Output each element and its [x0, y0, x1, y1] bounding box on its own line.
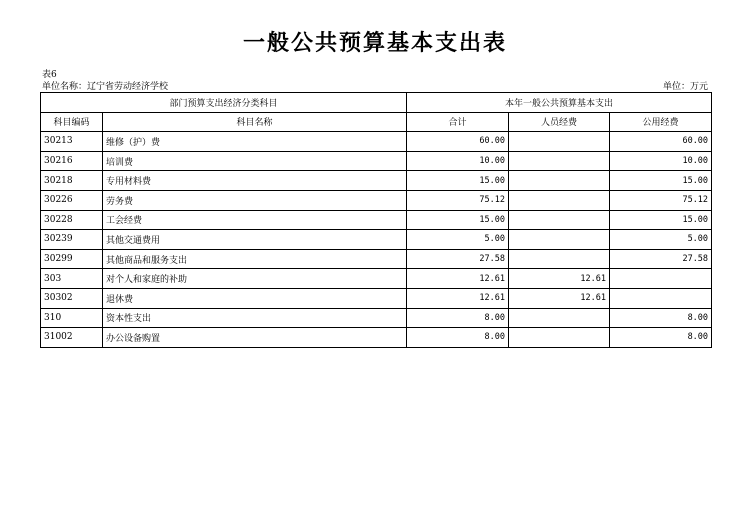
cell-name: 维修（护）费: [103, 132, 407, 152]
cell-public: 5.00: [610, 230, 712, 250]
table-row: [41, 308, 712, 328]
cell-personnel: [509, 210, 610, 230]
cell-personnel: [509, 171, 610, 191]
group-header-right: 本年一般公共预算基本支出: [407, 93, 712, 113]
cell-code: 30302: [41, 288, 103, 308]
cell-name: 其他商品和服务支出: [103, 249, 407, 269]
table-body: [41, 132, 712, 348]
cell-code: 310: [41, 308, 103, 328]
column-header-personnel: 人员经费: [509, 112, 610, 132]
table-row: [41, 210, 712, 230]
cell-total: 75.12: [407, 190, 509, 210]
cell-total: 8.00: [407, 328, 509, 348]
cell-public: 27.58: [610, 249, 712, 269]
page-title: 一般公共预算基本支出表: [242, 31, 507, 56]
cell-public: 8.00: [610, 328, 712, 348]
cell-code: 30213: [41, 132, 103, 152]
cell-public: 10.00: [610, 151, 712, 171]
table-row: [41, 249, 712, 269]
cell-personnel: 12.61: [509, 288, 610, 308]
cell-personnel: [509, 249, 610, 269]
cell-total: 15.00: [407, 171, 509, 191]
column-header-code: 科目编码: [41, 112, 103, 132]
cell-name: 退休费: [103, 288, 407, 308]
table-row: [41, 269, 712, 289]
table-row: [41, 171, 712, 191]
cell-code: 30239: [41, 230, 103, 250]
cell-public: 15.00: [610, 171, 712, 191]
cell-name: 工会经费: [103, 210, 407, 230]
cell-name: 劳务费: [103, 190, 407, 210]
budget-table: [40, 92, 712, 348]
table-id: 表6: [42, 70, 57, 80]
cell-name: 办公设备购置: [103, 328, 407, 348]
cell-total: 27.58: [407, 249, 509, 269]
table-row: [41, 132, 712, 152]
cell-code: 30218: [41, 171, 103, 191]
cell-total: 12.61: [407, 269, 509, 289]
cell-name: 培训费: [103, 151, 407, 171]
unit-name: 单位名称：辽宁省劳动经济学校: [42, 82, 169, 92]
cell-personnel: [509, 151, 610, 171]
cell-name: 资本性支出: [103, 308, 407, 328]
cell-code: 30299: [41, 249, 103, 269]
cell-name: 其他交通费用: [103, 230, 407, 250]
cell-code: 30228: [41, 210, 103, 230]
table-row: [41, 288, 712, 308]
cell-total: 5.00: [407, 230, 509, 250]
cell-code: 30226: [41, 190, 103, 210]
column-header-total: 合计: [407, 112, 509, 132]
cell-name: 专用材料费: [103, 171, 407, 191]
unit-measure: 单位：万元: [662, 82, 708, 92]
cell-personnel: [509, 308, 610, 328]
cell-total: 12.61: [407, 288, 509, 308]
cell-code: 31002: [41, 328, 103, 348]
table-row: [41, 328, 712, 348]
table-row: [41, 151, 712, 171]
cell-personnel: [509, 328, 610, 348]
group-header-left: 部门预算支出经济分类科目: [41, 93, 407, 113]
cell-public: [610, 269, 712, 289]
cell-personnel: [509, 190, 610, 210]
table-row: [41, 190, 712, 210]
cell-public: 75.12: [610, 190, 712, 210]
column-header-name: 科目名称: [103, 112, 407, 132]
cell-personnel: [509, 230, 610, 250]
cell-total: 10.00: [407, 151, 509, 171]
cell-name: 对个人和家庭的补助: [103, 269, 407, 289]
cell-total: 60.00: [407, 132, 509, 152]
cell-total: 15.00: [407, 210, 509, 230]
cell-total: 8.00: [407, 308, 509, 328]
cell-personnel: [509, 132, 610, 152]
cell-public: 8.00: [610, 308, 712, 328]
column-header-row: [41, 112, 712, 132]
cell-public: 15.00: [610, 210, 712, 230]
table-row: [41, 230, 712, 250]
cell-code: 303: [41, 269, 103, 289]
cell-public: 60.00: [610, 132, 712, 152]
cell-code: 30216: [41, 151, 103, 171]
cell-personnel: 12.61: [509, 269, 610, 289]
group-header-row: [41, 93, 712, 113]
column-header-public: 公用经费: [610, 112, 712, 132]
cell-public: [610, 288, 712, 308]
